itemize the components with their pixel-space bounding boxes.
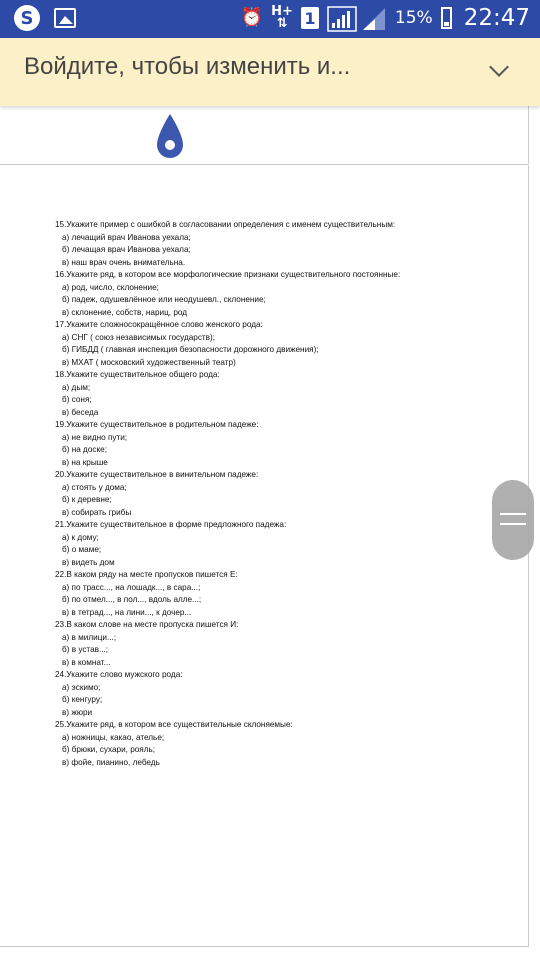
alarm-icon: ⏰ <box>240 7 264 28</box>
answer-option: б) брюки, сухари, рояль; <box>62 745 156 754</box>
answer-option: б) соня; <box>62 395 92 404</box>
battery-percent: 15% <box>394 8 433 28</box>
answer-option: б) лечащая врач Иванова уехала; <box>62 245 191 254</box>
answer-option: б) ГИБДД ( главная инспекция безопасности дорожного движения); <box>62 345 319 354</box>
text-cursor-handle-icon[interactable] <box>155 112 185 164</box>
answer-option: б) на доске; <box>62 445 107 454</box>
answer-option: в) видеть дом <box>62 557 115 567</box>
answer-option: в) в тетрад..., на лини..., к дочер... <box>62 607 192 617</box>
sim-slot-icon: 1 <box>301 7 319 29</box>
answer-option: а) стоять у дома; <box>62 482 127 492</box>
answer-option: в) склонение, собств, нариц, род <box>62 307 188 317</box>
previous-page-tail <box>0 106 529 164</box>
answer-option: а) дым; <box>62 382 91 392</box>
network-type-icon: H+ ⇅ <box>271 4 293 31</box>
question-title: 22.В каком ряду на месте пропусков пишется Е: <box>55 570 238 579</box>
question-title: 23.В каком слове на месте пропуска пишется И: <box>55 620 239 629</box>
answer-option: в) жюри <box>62 707 93 717</box>
question-title: 18.Укажите существительное общего рода: <box>55 370 220 379</box>
banner-text: Войдите, чтобы изменить и... <box>24 53 351 80</box>
signal-icon <box>327 6 353 30</box>
answer-option: б) кенгуру; <box>62 695 103 704</box>
answer-option: а) ножницы, какао, ателье; <box>62 732 165 742</box>
scroll-handle[interactable] <box>492 480 534 560</box>
answer-option: в) наш врач очень внимательна. <box>62 257 186 267</box>
answer-option: б) в устав...; <box>62 645 109 654</box>
answer-option: б) по отмел..., в пол..., вдоль алле...; <box>62 595 202 604</box>
answer-option: в) собирать грибы <box>62 507 132 517</box>
document-content <box>55 219 505 769</box>
question-title: 15.Укажите пример с ошибкой в согласовании определения с именем существительным: <box>55 220 396 229</box>
question-title: 21.Укажите существительное в форме предложного падежа: <box>55 520 287 529</box>
answer-option: а) лечащий врач Иванова уехала; <box>62 232 191 242</box>
answer-option: а) в милици...; <box>62 632 117 642</box>
question-title: 25.Укажите ряд, в котором все существительные склоняемые: <box>55 720 293 729</box>
question-title: 19.Укажите существительное в родительном падеже: <box>55 420 259 429</box>
answer-option: в) беседа <box>62 407 99 417</box>
answer-option: а) к дому; <box>62 532 99 542</box>
question-title: 16.Укажите ряд, в котором все морфологические признаки существительного постоянные: <box>55 270 401 279</box>
answer-option: а) по трасс..., на лошадк..., в сара...; <box>62 582 201 592</box>
page-bottom-edge <box>0 946 528 947</box>
answer-option: б) падеж, одушевлённое или неодушевл., склонение; <box>62 295 266 304</box>
answer-option: а) не видно пути; <box>62 432 128 442</box>
battery-icon <box>441 7 452 29</box>
question-title: 24.Укажите слово мужского рода: <box>55 670 183 679</box>
answer-option: в) на крыше <box>62 457 108 467</box>
answer-option: в) МХАТ ( московский художественный театр) <box>62 357 236 367</box>
question-title: 17.Укажите сложносокращённое слово женского рода: <box>55 320 263 329</box>
answer-option: в) в комнат... <box>62 657 111 667</box>
signal-2-icon <box>361 6 387 30</box>
answer-option: а) СНГ ( союз независимых государств); <box>62 332 216 342</box>
answer-option: б) о маме; <box>62 545 102 554</box>
answer-option: а) эскимо; <box>62 682 101 692</box>
skype-icon: S <box>14 5 40 31</box>
clock: 22:47 <box>463 5 530 31</box>
gallery-icon <box>54 8 76 28</box>
status-bar <box>0 0 540 38</box>
question-title: 20.Укажите существительное в винительном падеже: <box>55 470 259 479</box>
sign-in-banner[interactable] <box>0 38 540 106</box>
chevron-down-icon[interactable] <box>489 57 509 77</box>
answer-option: в) фойе, пианино, лебедь <box>62 757 160 767</box>
answer-option: а) род, число, склонение; <box>62 282 159 292</box>
answer-option: б) к деревне; <box>62 495 112 504</box>
